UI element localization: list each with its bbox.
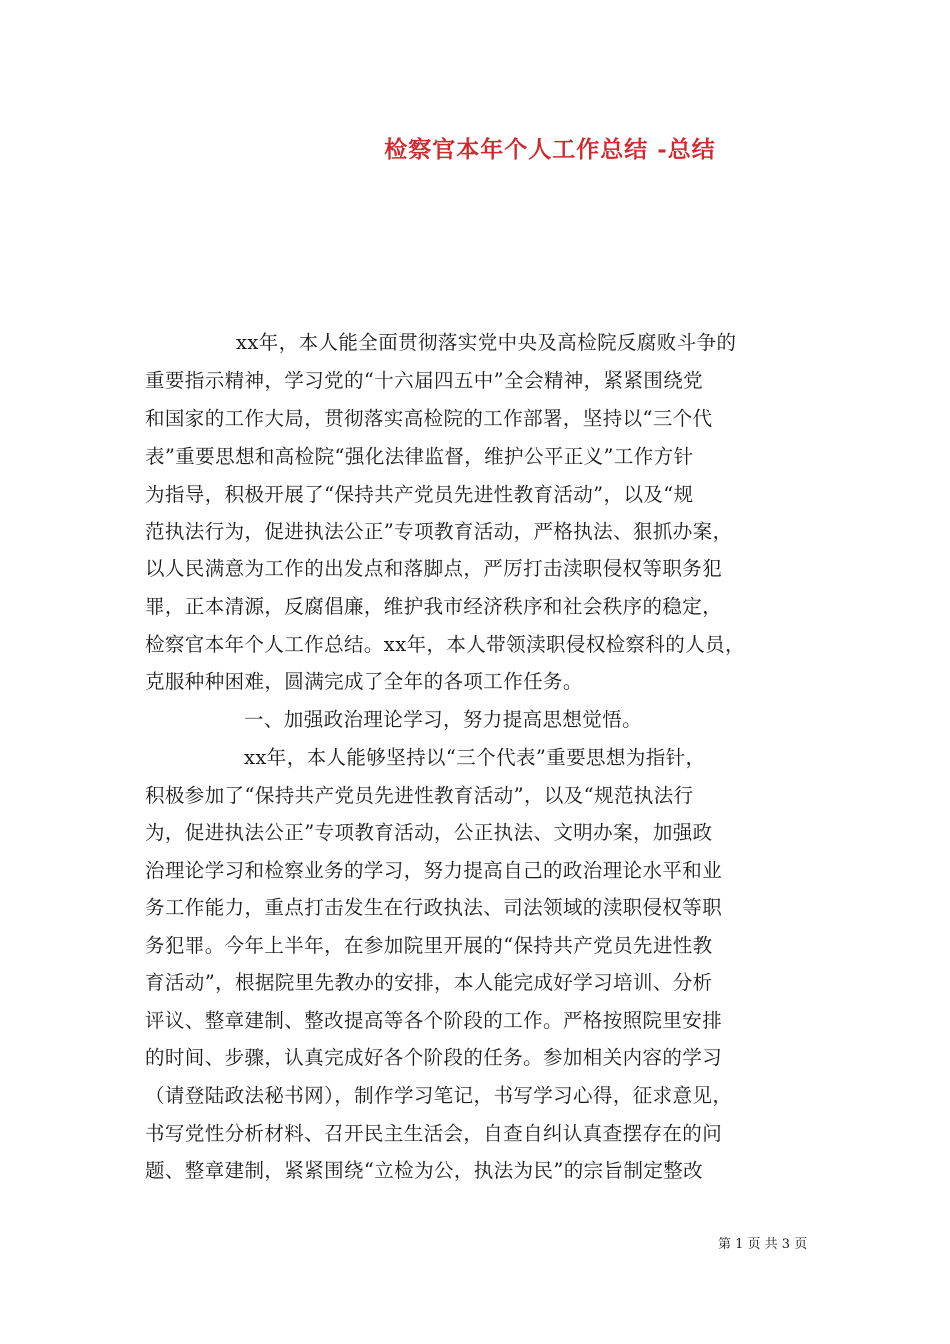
body-line: 务工作能力，重点打击发生在行政执法、司法领域的渎职侵权等职: [145, 896, 723, 919]
body-line: 的时间、步骤，认真完成好各个阶段的任务。参加相关内容的学习: [145, 1046, 723, 1069]
section-heading: 一、加强政治理论学习，努力提高思想觉悟。: [244, 708, 643, 731]
body-line: 积极参加了“保持共产党员先进性教育活动”，以及“规范执法行: [145, 784, 694, 807]
body-line: 为指导，积极开展了“保持共产党员先进性教育活动”，以及“规: [145, 483, 694, 506]
body-line: 以人民满意为工作的出发点和落脚点，严厉打击渎职侵权等职务犯: [145, 557, 723, 580]
body-line: 范执法行为，促进执法公正”专项教育活动，严格执法、狠抓办案，: [145, 520, 733, 543]
body-line: 检察官本年个人工作总结。xx年，本人带领渎职侵权检察科的人员，: [145, 633, 745, 656]
body-line: 治理论学习和检察业务的学习，努力提高自己的政治理论水平和业: [145, 859, 723, 882]
body-line: 育活动”，根据院里先教办的安排，本人能完成好学习培训、分析: [145, 971, 713, 994]
body-line: 评议、整章建制、整改提高等各个阶段的工作。严格按照院里安排: [145, 1009, 723, 1032]
body-line: 书写党性分析材料、召开民主生活会，自查自纠认真查摆存在的问: [145, 1122, 723, 1145]
body-line: xx年，本人能够坚持以“三个代表”重要思想为指针，: [244, 746, 706, 769]
body-line: xx年，本人能全面贯彻落实党中央及高检院反腐败斗争的: [236, 331, 737, 354]
body-line: 克服种种困难，圆满完成了全年的各项工作任务。: [145, 670, 583, 693]
page-number: 第 1 页 共 3 页: [718, 1237, 808, 1252]
body-line: 务犯罪。今年上半年，在参加院里开展的“保持共产党员先进性教: [145, 934, 713, 957]
body-line: 重要指示精神，学习党的“十六届四五中”全会精神，紧紧围绕党: [145, 369, 704, 392]
body-line: （请登陆政法秘书网），制作学习笔记，书写学习心得，征求意见，: [145, 1084, 733, 1107]
body-line: 和国家的工作大局，贯彻落实高检院的工作部署，坚持以“三个代: [145, 407, 713, 430]
body-line: 为，促进执法公正”专项教育活动，公正执法、文明办案，加强政: [145, 821, 713, 844]
body-line: 罪，正本清源，反腐倡廉，维护我市经济秩序和社会秩序的稳定，: [145, 595, 723, 618]
body-line: 题、整章建制，紧紧围绕“立检为公，执法为民”的宗旨制定整改: [145, 1159, 704, 1182]
document-title: 检察官本年个人工作总结 -总结: [384, 136, 716, 163]
body-line: 表”重要思想和高检院“强化法律监督，维护公平正义”工作方针: [145, 445, 694, 468]
